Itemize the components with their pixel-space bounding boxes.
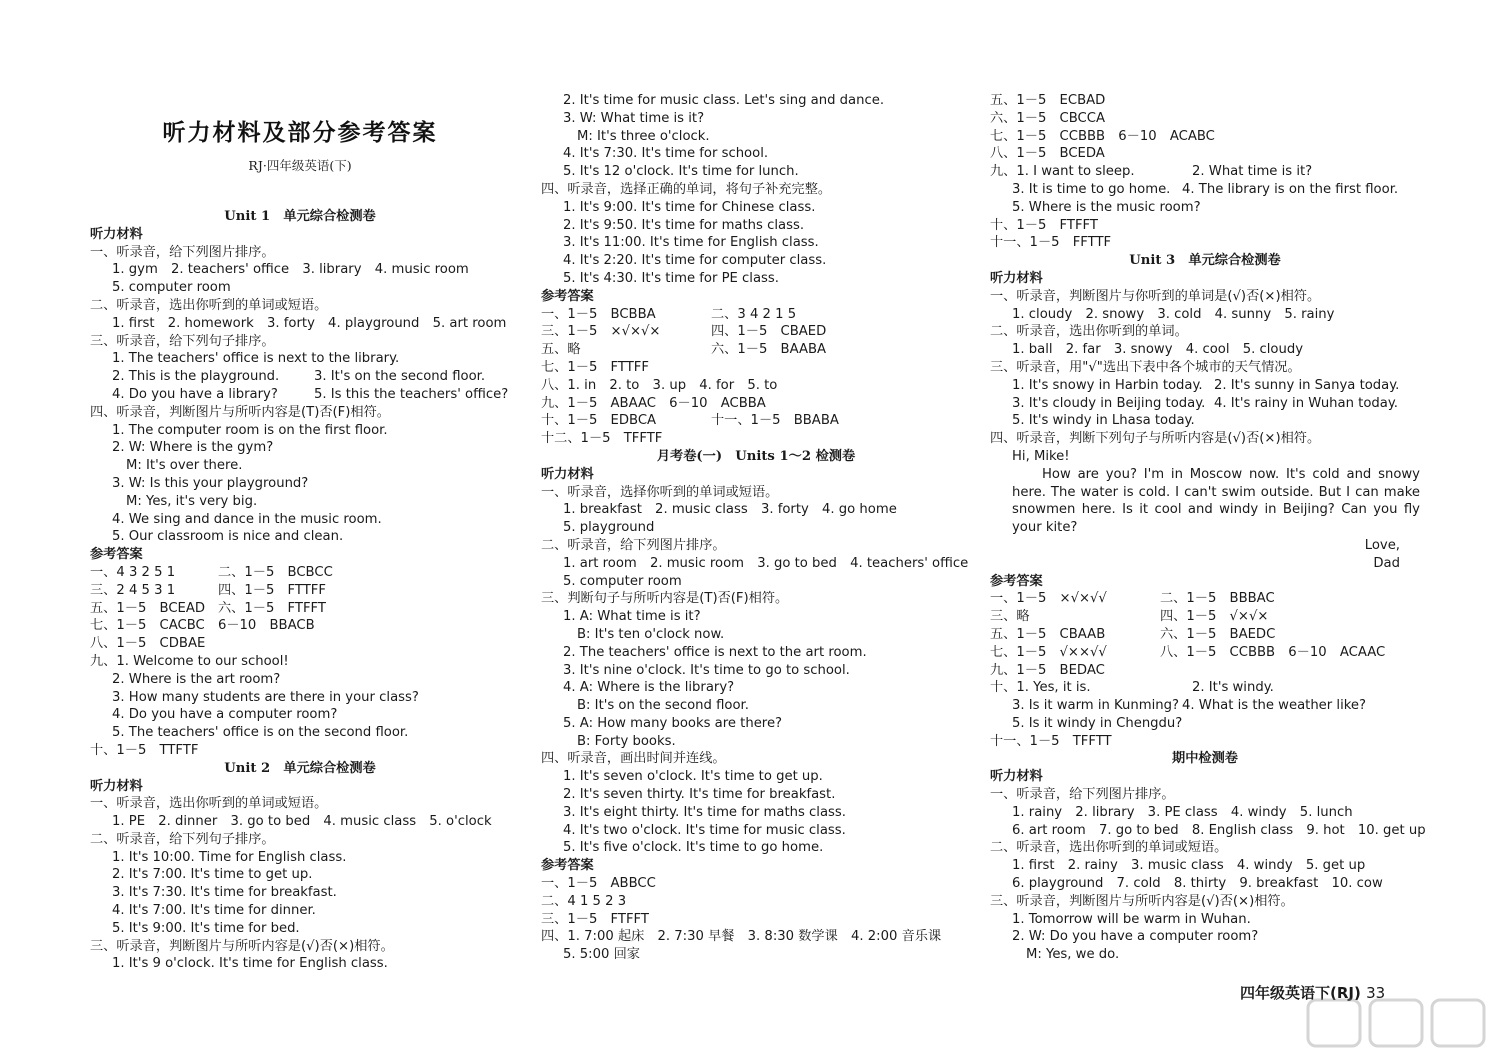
sub-heading: Dad [1373, 555, 1400, 571]
answer-cell: 四、1－5 CBAED [711, 324, 827, 340]
sub-heading: 听力材料 [90, 778, 143, 794]
answer-cell: 3. Is it warm in Kunming? [1012, 698, 1180, 714]
text-line: 三、听录音，判断图片与所听内容是(√)否(×)相符。 [90, 938, 394, 954]
text-line [90, 600, 510, 618]
column-right [990, 92, 1426, 964]
answer-cell: 六、1－5 BAABA [711, 342, 827, 358]
text-line: 1. It's 9 o'clock. It's time for English class. [112, 956, 388, 972]
text-line: 1. cloudy 2. snowy 3. cold 4. sunny 5. rainy [1012, 306, 1335, 322]
column-middle-lines [541, 92, 971, 964]
answer-cell: 一、4 3 2 5 1 [90, 564, 176, 580]
answer-cell: 三、2 4 5 3 1 [90, 582, 176, 598]
text-line: 三、1－5 FTFFT [541, 911, 649, 927]
text-line: 2. W: Where is the gym? [112, 440, 274, 456]
text-line [990, 697, 1420, 715]
answer-cell: 二、3 4 2 1 5 [711, 306, 797, 322]
text-line: 2. It's 7:00. It's time to get up. [112, 867, 313, 883]
answer-cell: 2. What time is it? [1192, 164, 1313, 180]
text-line: 七、1－5 CCBBB 6－10 ACABC [990, 128, 1215, 144]
text-line: 二、听录音，给下列句子排序。 [90, 831, 275, 847]
text-line: 5. It's 4:30. It's time for PE class. [563, 270, 779, 286]
text-line: M: It's over there. [126, 458, 243, 474]
section-heading: Unit 1 单元综合检测卷 [224, 209, 376, 224]
text-line: 九、1－5 BEDAC [990, 662, 1105, 678]
text-line: 1. Tomorrow will be warm in Wuhan. [1012, 911, 1251, 927]
answer-cell: 十、1－5 EDBCA [541, 413, 657, 429]
answer-cell: 十一、1－5 BBABA [711, 413, 839, 429]
text-line [90, 386, 510, 404]
text-line: 四、听录音，选择正确的单词，将句子补充完整。 [541, 181, 832, 197]
text-line: 四、1. 7:00 起床 2. 7:30 早餐 3. 8:30 数学课 4. 2:00 音乐课 [541, 929, 942, 945]
text-line: 6. art room 7. go to bed 8. English class 9. hot 10. get up [1012, 822, 1426, 838]
answer-cell: 二、1－5 BCBCC [218, 564, 333, 580]
text-line: 2. The teachers' office is next to the art room. [563, 644, 867, 660]
text-line: 十二、1－5 TFFTF [541, 431, 663, 447]
sub-heading: 听力材料 [541, 466, 594, 482]
text-line: B: Forty books. [577, 733, 676, 749]
text-line: 二、4 1 5 2 3 [541, 893, 627, 909]
text-line: 5. It's 12 o'clock. It's time for lunch. [563, 164, 799, 180]
text-line: 七、1－5 CACBC 6－10 BBACB [90, 618, 315, 634]
paragraph-text: How are you? I'm in Moscow now. It's cold and snowy here. The water is cold. I can't swim outside. But I can make snowmen here. Is it cool and windy in Beijing? Can you fly your kite? [1012, 466, 1420, 536]
text-line: 1. The computer room is on the first floor. [112, 422, 388, 438]
text-line: 三、判断句子与所听内容是(T)否(F)相符。 [541, 591, 789, 607]
answer-cell: 2. This is the playground. [112, 369, 280, 385]
text-line: 3. It's nine o'clock. It's time to go to school. [563, 662, 850, 678]
text-line: 4. It's 2:20. It's time for computer class. [563, 253, 827, 269]
sub-heading: 参考答案 [990, 573, 1043, 589]
text-line: 1. gym 2. teachers' office 3. library 4. music room [112, 262, 469, 278]
text-line: 四、听录音，判断下列句子与所听内容是(√)否(×)相符。 [990, 431, 1321, 447]
text-line [990, 644, 1420, 662]
sub-heading: 听力材料 [990, 270, 1043, 286]
answer-cell: 十、1. Yes, it is. [990, 680, 1091, 696]
text-line: 八、1－5 CDBAE [90, 636, 206, 652]
answer-cell: 四、1－5 √×√× [1160, 609, 1269, 625]
text-line: 三、听录音，给下列句子排序。 [90, 333, 275, 349]
column-middle [541, 92, 971, 964]
section-heading: Unit 2 单元综合检测卷 [224, 760, 376, 776]
text-line [990, 626, 1420, 644]
text-line: 1. ball 2. far 3. snowy 4. cool 5. cloudy [1012, 342, 1304, 358]
text-line: 八、1－5 BCEDA [990, 146, 1105, 162]
answer-cell: 4. What is the weather like? [1182, 698, 1367, 714]
text-line: 3. It's 11:00. It's time for English class. [563, 235, 819, 251]
text-line: 2. It's time for music class. Let's sing and dance. [563, 93, 885, 108]
text-line: 十一、1－5 FFTTF [990, 235, 1112, 251]
text-line: 2. It's seven thirty. It's time for breakfast. [563, 787, 836, 803]
watermark-logo [1304, 994, 1494, 1054]
text-line: M: It's three o'clock. [577, 128, 710, 144]
column-left-lines [90, 208, 510, 973]
text-line: 5. A: How many books are there? [563, 715, 783, 731]
answer-cell: 四、1－5 FTTFF [218, 582, 326, 598]
text-line: 5. playground [563, 520, 655, 536]
answer-cell: 3. It's on the second floor. [314, 369, 486, 385]
section-heading: 月考卷(一) Units 1～2 检测卷 [656, 448, 856, 464]
sub-heading: Love, [1364, 537, 1400, 553]
text-line: 5. Our classroom is nice and clean. [112, 529, 344, 545]
answer-cell: 七、1－5 √××√√ [990, 644, 1107, 660]
answer-cell: 一、1－5 ×√×√√ [990, 591, 1107, 607]
answer-cell: 八、1－5 CCBBB 6－10 ACAAC [1160, 644, 1386, 660]
answer-cell: 一、1－5 BCBBA [541, 306, 656, 322]
text-line: 一、听录音，选择你听到的单词或短语。 [541, 484, 779, 500]
answer-cell: 三、1－5 ×√×√× [541, 324, 661, 340]
text-line: 5. It's windy in Lhasa today. [1012, 413, 1195, 429]
column-right-lines [990, 92, 1426, 964]
text-line: 5. Where is the music room? [1012, 199, 1201, 215]
text-line [90, 368, 510, 386]
text-line [541, 306, 971, 324]
text-line: 四、听录音，画出时间并连线。 [541, 751, 726, 767]
answer-cell: 3. It is time to go home. [1012, 181, 1171, 197]
answer-cell: 2. It's sunny in Sanya today. [1214, 377, 1400, 393]
text-line [990, 608, 1420, 626]
text-line: 4. It's two o'clock. It's time for music class. [563, 822, 846, 838]
letter-paragraph [990, 466, 1420, 537]
answer-cell: 4. It's rainy in Wuhan today. [1214, 395, 1398, 411]
answer-cell: 五、1－5 BCEAD [90, 600, 206, 616]
text-line: 一、听录音，给下列图片排序。 [90, 244, 275, 260]
title-block [90, 114, 510, 174]
sub-heading: 参考答案 [541, 288, 594, 304]
text-line: 4. A: Where is the library? [563, 680, 735, 696]
text-line: 1. A: What time is it? [563, 609, 701, 625]
text-line: 十、1－5 TTFTF [90, 742, 199, 758]
text-line [541, 412, 971, 430]
text-line: 二、听录音，给下列图片排序。 [541, 537, 726, 553]
answer-cell: 三、略 [990, 609, 1030, 625]
text-line: 4. We sing and dance in the music room. [112, 511, 382, 527]
text-line [90, 564, 510, 582]
answer-cell: 五、略 [541, 342, 581, 358]
text-line: 六、1－5 CBCCA [990, 110, 1105, 126]
text-line: 5. The teachers' office is on the second floor. [112, 725, 409, 741]
text-line [990, 679, 1420, 697]
text-line: 八、1. in 2. to 3. up 4. for 5. to [541, 377, 778, 393]
text-line [541, 323, 971, 341]
answer-cell: 二、1－5 BBBAC [1160, 591, 1275, 607]
text-line: 4. It's 7:00. It's time for dinner. [112, 903, 316, 919]
answer-cell: 2. It's windy. [1192, 680, 1274, 696]
text-line [541, 341, 971, 359]
text-line: 3. How many students are there in your class? [112, 689, 419, 705]
text-line: 3. W: What time is it? [563, 110, 705, 126]
text-line: 5. Is it windy in Chengdu? [1012, 715, 1183, 731]
text-line: 1. It's 9:00. It's time for Chinese class. [563, 199, 816, 215]
text-line: 一、听录音，判断图片与你听到的单词是(√)否(×)相符。 [990, 288, 1321, 304]
text-line: 二、听录音，选出你听到的单词或短语。 [90, 297, 328, 313]
sub-heading: 参考答案 [90, 547, 143, 563]
text-line: 三、听录音，判断图片与所听内容是(√)否(×)相符。 [990, 893, 1294, 909]
text-line: 1. first 2. homework 3. forty 4. playground 5. art room [112, 315, 507, 331]
text-line: 一、听录音，给下列图片排序。 [990, 787, 1175, 803]
text-line: M: Yes, we do. [1026, 947, 1120, 963]
text-line: 四、听录音，判断图片与所听内容是(T)否(F)相符。 [90, 404, 390, 420]
answer-cell: 4. The library is on the first floor. [1182, 181, 1399, 197]
answer-cell: 3. It's cloudy in Beijing today. [1012, 395, 1206, 411]
text-line: 二、听录音，选出你听到的单词。 [990, 324, 1188, 340]
text-line: 1. breakfast 2. music class 3. forty 4. go home [563, 502, 897, 518]
text-line: 2. Where is the art room? [112, 671, 281, 687]
text-line: 1. rainy 2. library 3. PE class 4. windy 5. lunch [1012, 804, 1353, 820]
text-line: 1. It's seven o'clock. It's time to get up. [563, 769, 823, 785]
answer-cell: 六、1－5 FTFFT [218, 600, 326, 616]
text-line: 6. playground 7. cold 8. thirty 9. breakfast 10. cow [1012, 876, 1383, 892]
text-line [990, 163, 1420, 181]
text-line [990, 181, 1420, 199]
text-line: B: It's ten o'clock now. [577, 626, 725, 642]
answer-cell: 4. Do you have a library? [112, 386, 278, 402]
text-line: 二、听录音，选出你听到的单词或短语。 [990, 840, 1228, 856]
text-line: Hi, Mike! [1012, 448, 1070, 464]
text-line: B: It's on the second floor. [577, 698, 749, 714]
text-line: 九、1－5 ABAAC 6－10 ACBBA [541, 395, 766, 411]
page-subtitle: RJ·四年级英语(下) [248, 158, 352, 173]
sub-heading: 听力材料 [90, 226, 143, 242]
section-heading: Unit 3 单元综合检测卷 [1129, 253, 1281, 269]
text-line: 1. The teachers' office is next to the library. [112, 351, 400, 367]
answer-cell: 5. Is this the teachers' office? [314, 386, 509, 402]
text-line [90, 582, 510, 600]
answer-cell: 九、1. I want to sleep. [990, 164, 1135, 180]
text-line: M: Yes, it's very big. [126, 493, 258, 509]
text-line: 2. W: Do you have a computer room? [1012, 929, 1259, 945]
text-line: 一、听录音，选出你听到的单词或短语。 [90, 796, 328, 812]
answer-cell: 五、1－5 CBAAB [990, 626, 1106, 642]
text-line: 4. It's 7:30. It's time for school. [563, 146, 769, 162]
text-line: 1. art room 2. music room 3. go to bed 4. teachers' office [563, 555, 969, 571]
text-line: 5. computer room [563, 573, 682, 589]
text-line: 十一、1－5 TFFTT [990, 733, 1112, 749]
answer-cell: 1. It's snowy in Harbin today. [1012, 377, 1203, 393]
text-line: 5. computer room [112, 280, 231, 296]
text-line: 1. first 2. rainy 3. music class 4. windy 5. get up [1012, 858, 1366, 874]
text-line: 1. It's 10:00. Time for English class. [112, 849, 347, 865]
text-line: 七、1－5 FTTFF [541, 359, 649, 375]
text-line [990, 377, 1420, 395]
text-line: 5. 5:00 回家 [563, 947, 640, 963]
text-line: 3. It's eight thirty. It's time for maths class. [563, 804, 846, 820]
text-line: 1. PE 2. dinner 3. go to bed 4. music class 5. o'clock [112, 814, 492, 830]
sub-heading: 参考答案 [541, 858, 594, 874]
text-line [990, 590, 1420, 608]
column-left [90, 92, 510, 973]
text-line: 3. W: Is this your playground? [112, 475, 309, 491]
section-heading: 期中检测卷 [1172, 751, 1238, 767]
text-line: 2. It's 9:50. It's time for maths class. [563, 217, 805, 233]
text-line: 三、听录音，用"√"选出下表中各个城市的天气情况。 [990, 359, 1301, 375]
sub-heading: 听力材料 [990, 769, 1043, 785]
answer-cell: 六、1－5 BAEDC [1160, 626, 1276, 642]
text-line: 5. It's 9:00. It's time for bed. [112, 920, 300, 936]
text-line: 3. It's 7:30. It's time for breakfast. [112, 885, 337, 901]
footer-label: 四年级英语下(RJ) [1240, 984, 1361, 1002]
text-line: 十、1－5 FTFFT [990, 217, 1098, 233]
text-line: 5. It's five o'clock. It's time to go home. [563, 840, 824, 856]
page-title: 听力材料及部分参考答案 [162, 119, 438, 146]
text-line: 4. Do you have a computer room? [112, 707, 338, 723]
text-line: 五、1－5 ECBAD [990, 93, 1106, 108]
text-line [990, 395, 1420, 413]
text-line: 九、1. Welcome to our school! [90, 653, 289, 669]
text-line: 一、1－5 ABBCC [541, 876, 656, 892]
page-number: 33 [1366, 984, 1386, 1002]
